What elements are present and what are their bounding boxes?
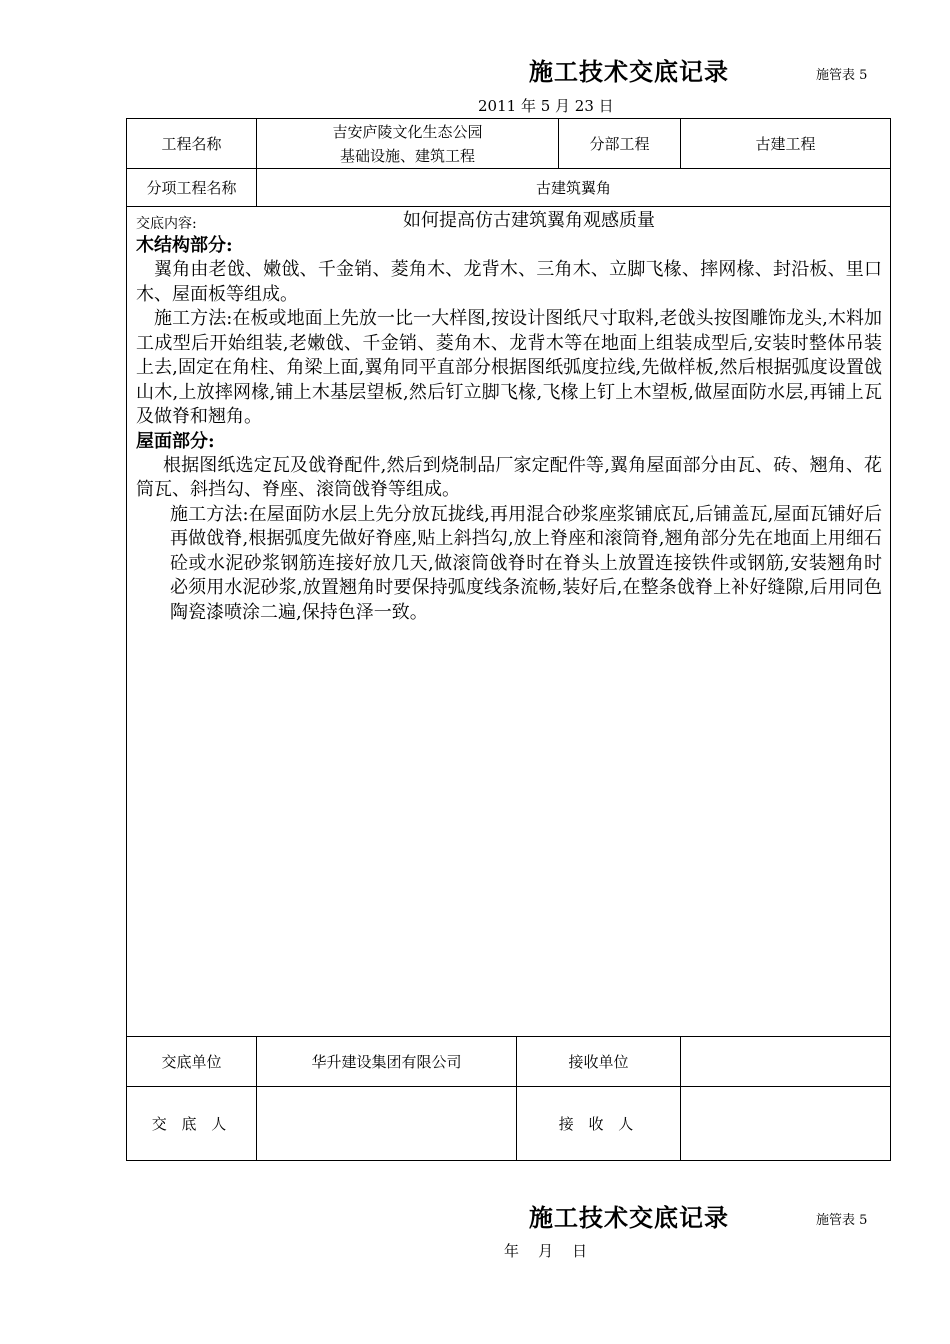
wood-section-heading: 木结构部分: xyxy=(136,235,233,256)
wood-paragraph-1: 翼角由老戗、嫩戗、千金销、菱角木、龙背木、三角木、立脚飞椽、摔网椽、封沿板、里口木、屋面板等组成。 xyxy=(136,259,883,305)
handover-unit-value: 华升建设集团有限公司 xyxy=(257,1037,517,1087)
content-header xyxy=(136,209,882,234)
handover-person-value xyxy=(257,1087,517,1161)
receive-unit-value xyxy=(681,1037,891,1087)
project-name-line2: 基础设施、建筑工程 xyxy=(340,146,476,165)
content-row xyxy=(127,207,891,1037)
content-subject: 如何提高仿古建筑翼角观感质量 xyxy=(403,210,655,231)
project-row xyxy=(127,119,891,169)
project-name-cell xyxy=(257,119,559,169)
subitem-value: 古建筑翼角 xyxy=(257,169,891,207)
project-name-label: 工程名称 xyxy=(127,119,257,169)
next-form-number: 施管表 5 xyxy=(816,1213,868,1228)
handover-record-table xyxy=(126,118,891,1161)
record-title: 施工技术交底记录 xyxy=(529,57,729,86)
receive-unit-label: 接收单位 xyxy=(517,1037,681,1087)
wood-paragraph-2: 施工方法:在板或地面上先放一比一大样图,按设计图纸尺寸取料,老戗头按图雕饰龙头,木料加工成型后开始组装,老嫩戗、千金销、菱角木、龙背木等在地面上组装成型后,安装时整体吊装上去,固定在角柱、角梁上面,翼角同平直部分根据图纸弧度拉线,先做样板,然后根据弧度设置戗山木,上放摔网椽,铺上木基层望板,然后钉立脚飞椽,飞椽上钉上木望板,做屋面防水层,再铺上瓦及做脊和翘角。 xyxy=(136,308,883,427)
receive-person-value xyxy=(681,1087,891,1161)
next-record-title: 施工技术交底记录 xyxy=(529,1203,729,1232)
division-value: 古建工程 xyxy=(681,119,891,169)
next-record-date: 年 月 日 xyxy=(504,1242,588,1260)
receive-person-label: 接 收 人 xyxy=(517,1087,681,1161)
roof-paragraph-1: 根据图纸选定瓦及戗脊配件,然后到烧制品厂家定配件等,翼角屋面部分由瓦、砖、翘角、花筒瓦、斜挡勾、脊座、滚筒戗脊等组成。 xyxy=(136,454,883,500)
division-label: 分部工程 xyxy=(559,119,681,169)
content-cell xyxy=(127,207,891,1037)
unit-row xyxy=(127,1037,891,1087)
handover-person-label: 交 底 人 xyxy=(127,1087,257,1161)
roof-paragraph-2: 施工方法:在屋面防水层上先分放瓦拢线,再用混合砂浆座浆铺底瓦,后铺盖瓦,屋面瓦铺好后再做戗脊,根据弧度先做好脊座,贴上斜挡勾,放上脊座和滚筒脊,翘角部分先在地面上用细石砼或水泥砂浆钢筋连接好放几天,做滚筒戗脊时在脊头上放置连接铁件或钢筋,安装翘角时必须用水泥砂浆,放置翘角时要保持弧度线条流畅,装好后,在整条戗脊上补好缝隙,后用同色陶瓷漆喷涂二遍,保持色泽一致。 xyxy=(170,503,883,623)
content-label: 交底内容: xyxy=(136,216,197,232)
subitem-row xyxy=(127,169,891,207)
handover-unit-label: 交底单位 xyxy=(127,1037,257,1087)
person-row xyxy=(127,1087,891,1161)
form-number: 施管表 5 xyxy=(816,68,868,83)
roof-section-heading: 屋面部分: xyxy=(136,430,215,452)
record-date: 2011 年 5 月 23 日 xyxy=(478,97,614,115)
subitem-label: 分项工程名称 xyxy=(127,169,257,207)
project-name-line1: 吉安庐陵文化生态公园 xyxy=(332,122,483,141)
